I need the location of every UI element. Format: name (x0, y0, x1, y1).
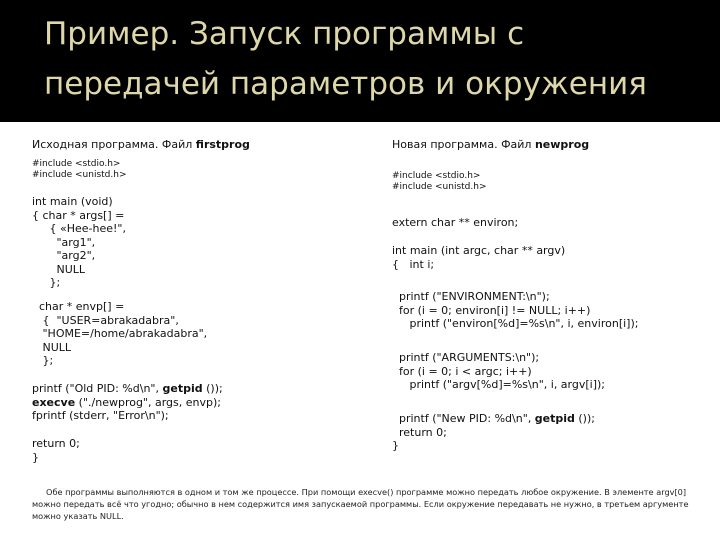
code-line: printf ("Old PID: %d\n", getpid ()); (32, 382, 223, 395)
right-code-environment (392, 290, 638, 331)
code-line: for (i = 0; environ[i] != NULL; i++) (392, 303, 591, 317)
code-line: char * envp[] = (32, 300, 125, 313)
code-line: }; (32, 276, 61, 289)
include-line: #include <unistd.h> (32, 170, 127, 180)
code-line: { char * args[] = (32, 208, 125, 222)
code-line: printf ("ARGUMENTS:\n"); (392, 351, 540, 364)
include-line: #include <stdio.h> (32, 159, 121, 169)
code-line: }; (32, 354, 54, 367)
code-line: NULL (32, 340, 72, 354)
code-line: "arg2", (32, 249, 96, 262)
code-line: int main (int argc, char ** argv) (392, 244, 566, 257)
left-includes (32, 159, 127, 181)
code-line: return 0; (32, 437, 80, 450)
code-line: printf ("New PID: %d\n", getpid ()); (392, 412, 595, 425)
code-line: } (32, 450, 39, 464)
right-code-main (392, 244, 565, 271)
code-line: "HOME=/home/abrakadabra", (32, 327, 208, 340)
right-code-arguments (392, 351, 605, 392)
right-code-end (392, 412, 595, 453)
footnote-text: Обе программы выполняются в одном и том же процессе. При помощи execve() программе можно передать любое окружение. В элементе argv[0] можно передать всё что угодно; обычно в нем содержится имя запускаемой программы. Если окружение передавать не нужно, в третьем аргументе можно указать NULL. (32, 487, 689, 521)
include-line: #include <stdio.h> (392, 171, 481, 181)
right-heading-label: Новая программа. Файл (392, 138, 535, 151)
code-line: printf ("environ[%d]=%s\n", i, environ[i]); (392, 317, 639, 330)
left-heading (32, 138, 250, 152)
code-line: { «Hee-hee!", (32, 222, 126, 235)
left-heading-file: firstprog (195, 138, 250, 151)
code-line: extern char ** environ; (392, 216, 519, 229)
code-line: int main (void) (32, 195, 113, 208)
code-line: { int i; (392, 257, 435, 271)
footnote (32, 486, 692, 522)
slide-title-line-1: Пример. Запуск программы с (44, 16, 525, 52)
right-includes (392, 171, 487, 193)
code-line: for (i = 0; i < argc; i++) (392, 364, 532, 378)
left-code-args (32, 195, 126, 290)
right-code-extern (392, 216, 518, 230)
code-line: printf ("ENVIRONMENT:\n"); (392, 290, 550, 303)
left-code-exec (32, 382, 223, 423)
code-line: return 0; (392, 425, 447, 439)
slide-title-bar (0, 0, 720, 122)
include-line: #include <unistd.h> (392, 182, 487, 192)
code-line: execve ("./newprog", args, envp); (32, 395, 221, 409)
slide-title-line-2: передачей параметров и окружения (44, 66, 647, 102)
code-line: } (392, 439, 399, 452)
code-line: "arg1", (32, 235, 96, 249)
left-column (32, 138, 250, 152)
right-heading (392, 138, 589, 152)
left-code-envp (32, 300, 207, 368)
right-heading-file: newprog (534, 138, 590, 151)
code-line: fprintf (stderr, "Error\n"); (32, 409, 169, 422)
right-column (392, 138, 589, 152)
code-line: { "USER=abrakadabra", (32, 313, 179, 327)
left-code-return (32, 437, 80, 464)
code-line: printf ("argv[%d]=%s\n", i, argv[i]); (392, 378, 606, 391)
code-line: NULL (32, 262, 86, 276)
left-heading-label: Исходная программа. Файл (32, 138, 196, 151)
